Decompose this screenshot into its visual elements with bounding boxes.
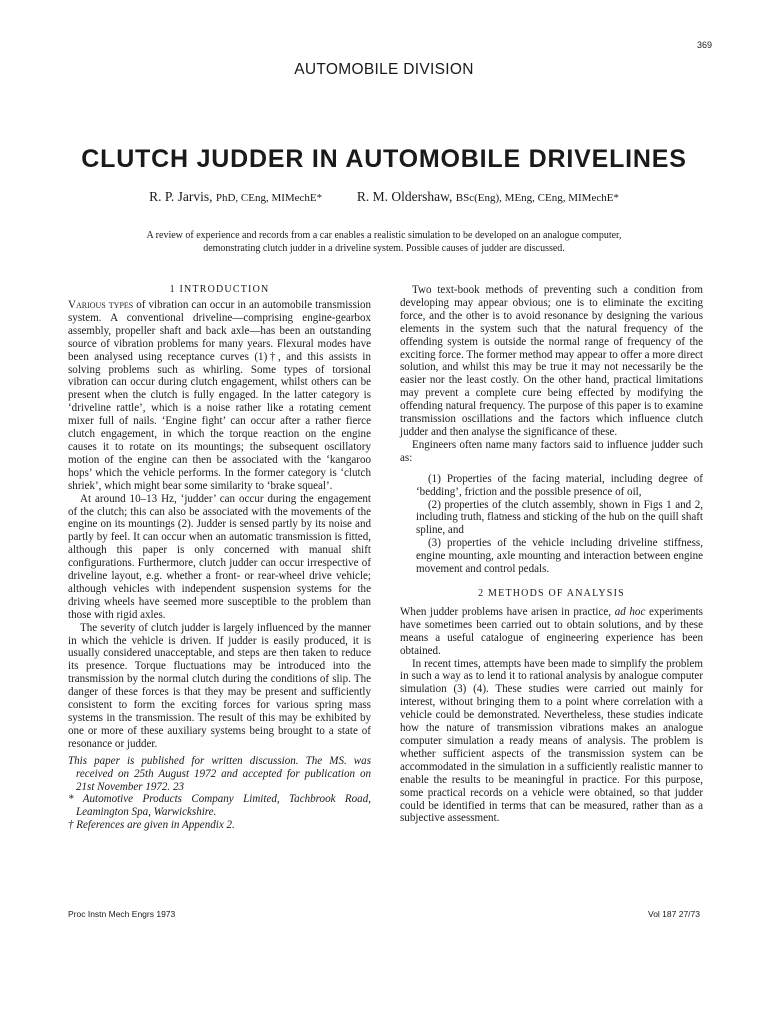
author-qualifications: BSc(Eng), MEng, CEng, MIMechE* — [455, 192, 619, 204]
emphasis: ad hoc — [614, 605, 646, 618]
paragraph — [68, 299, 371, 493]
list-item: (2) properties of the clutch assembly, shown in Figs 1 and 2, including truth, flatness and sticking of the hub on the quill shaft spline, and — [416, 498, 703, 537]
author-line — [0, 189, 768, 205]
section-heading: 1 INTRODUCTION — [169, 284, 270, 295]
lead-word: Various types — [68, 299, 134, 311]
paper-title: CLUTCH JUDDER IN AUTOMOBILE DRIVELINES — [81, 145, 687, 173]
author-qualifications: PhD, CEng, MIMechE* — [215, 192, 323, 204]
footnote: * Automotive Products Company Limited, Tachbrook Road, Leamington Spa, Warwickshire. — [68, 793, 371, 819]
footnotes — [68, 755, 371, 832]
paragraph-text: experiments have sometimes been carried out to obtain solutions, and by these means a useful catalogue of engineering experience has been obtained. — [400, 605, 703, 657]
journal-footer: Proc Instn Mech Engrs 1973 — [68, 909, 176, 919]
paragraph: Engineers often name many factors said to influence judder such as: — [400, 438, 703, 464]
list-item: (3) properties of the vehicle including driveline stiffness, engine mounting, axle mounting and interaction between engine movement and control pedals. — [416, 537, 703, 576]
page-number: 369 — [696, 40, 712, 50]
right-column — [400, 284, 703, 825]
list-item: (1) Properties of the facing material, including degree of ‘bedding’, friction and the possible presence of oil, — [416, 472, 703, 498]
author-name: R. P. Jarvis, — [149, 189, 213, 204]
paragraph-text: of vibration can occur in an automobile transmission system. A conventional driveline—comprising engine-gearbox assembly, propeller shaft and back axle—has been an outstanding source of vibration problems for many years. Flexural modes have been analysed using receptance curves (1)†, and this assists in solving problems such as whirling. Some types of torsional vibration can occur during clutch engagement, whilst others can be present when the clutch is fully engaged. In the latter category is ‘driveline rattle’, which is a noise rather like a rotating cement mixer full of nails. ‘Engine fight’ can occur after a rather fierce clutch engagement, in which the torque reaction on the engine causes it to rotate on its mountings; the subsequent oscillatory motion of the engine can then be associated with the ‘kangaroo hops’ which the vehicle performs. In the former category is ‘clutch shriek’, which might bear some similarity to ‘brake squeal’. — [68, 299, 371, 492]
paragraph — [400, 606, 703, 658]
paragraph: In recent times, attempts have been made to simplify the problem in such a way as to lend it to rational analysis by analogue computer simulation (3) (4). These studies were carried out mainly for interest, without bringing them to a point where correlation with a vehicle could be demonstrated. Nevertheless, these studies indicate how the nature of transmission vibrations makes an analogue computer simulation a ready means of analysis. The problem is whether sufficient aspects of the transmission system can be accommodated in the simulation in a sufficiently realistic manner to enable the results to be meaningful in practice. For this purpose, some practical records on a vehicle were obtained, so that judder could be identified in terms that can be measured, rather than as a subjective assessment. — [400, 657, 703, 825]
author-name: R. M. Oldershaw, — [356, 189, 453, 204]
section-heading: 2 METHODS OF ANALYSIS — [478, 587, 625, 599]
left-column — [68, 284, 371, 832]
footnote: † References are given in Appendix 2. — [68, 819, 235, 832]
abstract: A review of experience and records from a car enables a realistic simulation to be developed on an analogue computer, demonstrating clutch judder in a driveline system. Possible causes of judder are discussed. — [146, 230, 622, 254]
paragraph-text: When judder problems have arisen in practice, — [400, 605, 615, 618]
paragraph: At around 10–13 Hz, ‘judder’ can occur during the engagement of the clutch; this can also be associated with the movements of the engine on its mountings (2). Judder is sensed partly by its noise and partly by feel. It can occur when an automatic transmission is fitted, although this paper is only concerned with manual shift configurations. Furthermore, clutch judder can occur irrespective of driveline layout, e.g. whether a front- or rear-wheel drive vehicle; although vehicles with independent suspension systems for the driving wheels have seemed more susceptible to the problem than those with rigid axles. — [68, 492, 371, 621]
paragraph: The severity of clutch judder is largely influenced by the manner in which the vehicle is driven. If judder is easily produced, it is usually considered unacceptable, and steps are then taken to reduce its presence. Torque fluctuations may be introduced into the transmission by the normal clutch during the conditions of slip. The danger of these forces is that they may be present and sufficiently consistent to form the exciting forces for various spring mass systems in the transmission. The result of this may be exhibited by one or more of these auxiliary systems being brought to a state of resonance or judder. — [68, 621, 371, 750]
paragraph: Two text-book methods of preventing such a condition from developing may appear obvious; one is to eliminate the exciting force, and the other is to avoid resonance by designing the various elements in the system such that the natural frequency of the offending system is outside the normal range of frequency of the exciting force. The former method may appear to offer a more direct solution, and whilst this may be true it may not necessarily be the easier nor the least costly. On the other hand, practical limitations may prevent a complete cure being effected by modifying the offending natural frequency. The purpose of this paper is to examine transmission oscillations and the factors which influence clutch judder and then analyse the significance of these. — [400, 284, 703, 438]
footnote: This paper is published for written discussion. The MS. was received on 25th August 1972 and accepted for publication on 21st November 1972. 23 — [68, 754, 371, 793]
volume-footer: Vol 187 27/73 — [648, 909, 700, 919]
division-heading: AUTOMOBILE DIVISION — [294, 61, 474, 78]
